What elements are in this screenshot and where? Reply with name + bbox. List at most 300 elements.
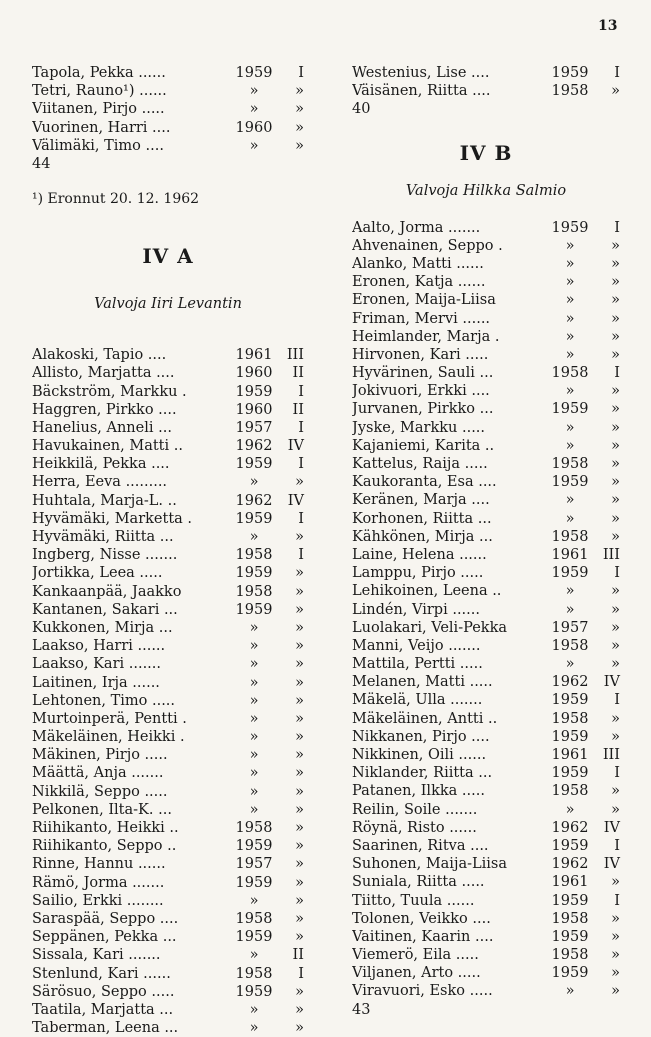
start-year: 1958 — [551, 947, 589, 964]
start-year: 1961 — [235, 347, 273, 364]
grade: I — [298, 419, 304, 436]
student-name: Kukkonen, Mirja ... — [32, 619, 173, 636]
student-row — [32, 874, 304, 892]
grade: I — [614, 692, 620, 709]
student-name: Kähkönen, Mirja ... — [352, 528, 493, 545]
start-year: » — [249, 692, 259, 709]
start-year: 1957 — [235, 856, 273, 873]
start-year: 1959 — [235, 929, 273, 946]
student-name: Haggren, Pirkko .... — [32, 401, 177, 418]
student-row — [32, 492, 304, 510]
student-row — [352, 64, 620, 82]
grade: » — [295, 656, 304, 673]
student-row — [352, 528, 620, 546]
student-row — [352, 892, 620, 910]
grade: » — [295, 119, 304, 136]
grade: » — [611, 928, 620, 945]
start-year: 1958 — [551, 783, 589, 800]
start-year: » — [249, 638, 259, 655]
start-year: 1959 — [551, 965, 589, 982]
grade: » — [611, 310, 620, 327]
student-row — [32, 637, 304, 655]
grade: » — [611, 601, 620, 618]
student-row — [352, 710, 620, 728]
grade: » — [295, 692, 304, 709]
grade: I — [614, 765, 620, 782]
grade: III — [602, 546, 620, 563]
student-name: Jyske, Markku ..... — [352, 419, 486, 436]
student-name: Viljanen, Arto ..... — [352, 965, 481, 982]
student-row — [32, 746, 304, 764]
student-name: Kajaniemi, Karita .. — [352, 437, 495, 454]
student-name: Herra, Eeva ......... — [32, 474, 168, 491]
start-year: 1960 — [235, 365, 273, 382]
student-name: Heimlander, Marja . — [352, 328, 500, 345]
student-name: Riihikanto, Heikki .. — [32, 820, 179, 836]
start-year: » — [565, 801, 575, 818]
student-name: Särösuo, Seppo ..... — [32, 983, 175, 1000]
student-name: Rinne, Hannu ...... — [32, 856, 166, 873]
student-name: Nikkinen, Oili ...... — [352, 747, 487, 763]
start-year: 1959 — [551, 219, 589, 236]
student-name: Kantanen, Sakari ... — [32, 601, 178, 618]
student-row — [32, 674, 304, 692]
start-year: 1959 — [551, 928, 589, 945]
start-year: » — [565, 656, 575, 673]
start-year: » — [565, 310, 575, 327]
start-year: » — [249, 1001, 259, 1018]
student-name: Tapola, Pekka ...... — [32, 65, 166, 81]
student-row — [32, 401, 304, 419]
student-row — [352, 437, 620, 455]
start-year: 1962 — [235, 492, 273, 509]
grade: » — [611, 292, 620, 309]
student-name: Kattelus, Raija ..... — [352, 456, 488, 472]
start-year: 1959 — [551, 565, 589, 582]
start-year: 1960 — [235, 401, 273, 418]
student-row — [352, 491, 620, 509]
student-row — [352, 582, 620, 600]
student-row — [352, 619, 620, 637]
grade: » — [295, 674, 304, 691]
grade: » — [611, 983, 620, 1000]
student-row — [32, 528, 304, 546]
start-year: » — [249, 783, 259, 800]
start-year: 1957 — [551, 619, 589, 636]
student-name: Vaitinen, Kaarin .... — [352, 928, 494, 945]
class-4a-list — [32, 346, 304, 1037]
page-number: 13 — [598, 18, 618, 34]
student-name: Laitinen, Irja ...... — [32, 674, 160, 691]
student-row — [352, 564, 620, 582]
class-heading-4a: IV A — [142, 244, 194, 269]
start-year: 1962 — [235, 438, 273, 455]
start-year: 1959 — [235, 565, 273, 582]
grade: » — [295, 910, 304, 927]
grade: » — [295, 137, 304, 154]
student-row — [352, 801, 620, 819]
student-name: Lehtonen, Timo ..... — [32, 692, 176, 709]
student-name: Pelkonen, Ilta-K. ... — [32, 801, 172, 818]
student-row — [32, 928, 304, 946]
start-year: » — [249, 674, 259, 691]
student-row — [352, 691, 620, 709]
student-row — [352, 346, 620, 364]
student-row — [32, 855, 304, 873]
grade: » — [295, 710, 304, 727]
grade: I — [298, 456, 304, 473]
grade: I — [614, 565, 620, 582]
start-year: 1958 — [235, 547, 273, 564]
start-year: » — [249, 619, 259, 636]
student-row — [352, 637, 620, 655]
start-year: » — [249, 656, 259, 673]
student-name: Mäkeläinen, Antti .. — [352, 710, 498, 727]
start-year: 1959 — [551, 765, 589, 782]
start-year: » — [249, 892, 259, 909]
student-name: Suhonen, Maija-Liisa — [352, 856, 507, 873]
grade: » — [611, 510, 620, 527]
grade: IV — [287, 438, 304, 455]
grade: » — [611, 83, 620, 100]
student-row — [352, 473, 620, 491]
left-column — [32, 64, 304, 1037]
student-row — [32, 455, 304, 473]
start-year: » — [565, 983, 575, 1000]
start-year: 1958 — [551, 910, 589, 927]
student-row — [352, 837, 620, 855]
start-year: 1959 — [235, 983, 273, 1000]
student-name: Westenius, Lise .... — [352, 65, 490, 81]
start-year: » — [249, 710, 259, 727]
student-name: Sailio, Erkki ........ — [32, 892, 164, 909]
student-row — [32, 1001, 304, 1019]
start-year: » — [249, 137, 259, 154]
student-row — [352, 910, 620, 928]
student-name: Nikkilä, Seppo ..... — [32, 783, 168, 800]
student-row — [32, 137, 304, 155]
student-name: Kankaanpää, Jaakko — [32, 583, 182, 600]
student-row — [32, 764, 304, 782]
student-name: Stenlund, Kari ...... — [32, 965, 171, 982]
start-year: » — [249, 729, 259, 746]
student-row — [352, 310, 620, 328]
student-row — [352, 601, 620, 619]
student-row — [352, 400, 620, 418]
student-name: Hirvonen, Kari ..... — [352, 346, 489, 363]
start-year: 1958 — [235, 583, 273, 600]
start-year: 1959 — [235, 874, 273, 891]
student-row — [352, 746, 620, 764]
grade: » — [611, 328, 620, 345]
student-name: Alanko, Matti ...... — [352, 255, 484, 272]
student-name: Tolonen, Veikko .... — [352, 910, 491, 927]
grade: I — [614, 65, 620, 81]
student-name: Laakso, Harri ...... — [32, 638, 166, 655]
student-name: Määttä, Anja ....... — [32, 765, 164, 782]
student-name: Alakoski, Tapio .... — [32, 347, 167, 364]
start-year: » — [565, 346, 575, 363]
supervisor-4a: Valvoja Iiri Levantin — [94, 296, 242, 313]
student-row — [352, 328, 620, 346]
student-name: Saraspää, Seppo .... — [32, 910, 179, 927]
student-name: Hanelius, Anneli ... — [32, 419, 172, 436]
student-row — [32, 965, 304, 983]
student-row — [32, 728, 304, 746]
grade: » — [611, 637, 620, 654]
grade: » — [611, 237, 620, 254]
student-name: Mäkeläinen, Heikki . — [32, 729, 185, 746]
start-year: 1958 — [235, 965, 273, 982]
student-name: Rämö, Jorma ....... — [32, 874, 165, 891]
student-name: Välimäki, Timo .... — [32, 137, 164, 154]
class-count: 43 — [352, 1001, 371, 1018]
grade: » — [611, 346, 620, 363]
student-name: Allisto, Marjatta .... — [32, 365, 175, 382]
student-row — [352, 219, 620, 237]
grade: » — [295, 729, 304, 746]
grade: » — [611, 656, 620, 673]
start-year: 1959 — [551, 474, 589, 491]
grade: » — [611, 583, 620, 600]
grade: » — [611, 419, 620, 436]
student-name: Korhonen, Riitta ... — [352, 510, 492, 527]
class-count: 44 — [32, 155, 51, 172]
student-row — [352, 419, 620, 437]
student-name: Manni, Veijo ....... — [352, 637, 481, 654]
grade: » — [295, 583, 304, 600]
grade: III — [602, 747, 620, 763]
grade: » — [295, 83, 304, 100]
start-year: » — [565, 292, 575, 309]
grade: I — [298, 65, 304, 81]
start-year: » — [249, 747, 259, 764]
grade: » — [295, 601, 304, 618]
student-row — [32, 837, 304, 855]
student-name: Taberman, Leena ... — [32, 1020, 179, 1037]
student-row — [32, 437, 304, 455]
start-year: » — [249, 765, 259, 782]
right-column — [352, 64, 620, 1019]
student-row — [32, 819, 304, 837]
student-row — [32, 601, 304, 619]
grade: » — [611, 274, 620, 291]
start-year: 1959 — [235, 838, 273, 855]
student-name: Kaukoranta, Esa .... — [352, 474, 497, 491]
start-year: 1959 — [551, 401, 589, 418]
student-row — [32, 1019, 304, 1037]
start-year: 1959 — [551, 892, 589, 909]
start-year: » — [249, 947, 259, 964]
grade: II — [292, 947, 304, 964]
class-count: 40 — [352, 101, 371, 118]
student-row — [352, 273, 620, 291]
student-name: Jokivuori, Erkki .... — [352, 383, 490, 400]
student-row — [32, 119, 304, 137]
start-year: 1958 — [235, 820, 273, 836]
start-year: » — [565, 274, 575, 291]
student-name: Viravuori, Esko ..... — [352, 983, 493, 1000]
student-row — [352, 728, 620, 746]
student-row — [352, 546, 620, 564]
start-year: 1959 — [235, 510, 273, 527]
student-row — [32, 619, 304, 637]
student-row — [352, 382, 620, 400]
grade: » — [295, 820, 304, 836]
student-name: Laine, Helena ...... — [352, 546, 487, 563]
student-name: Bäckström, Markku . — [32, 383, 187, 400]
grade: I — [614, 837, 620, 854]
start-year: » — [565, 328, 575, 345]
start-year: » — [565, 255, 575, 272]
student-row — [352, 455, 620, 473]
grade: » — [295, 765, 304, 782]
student-row — [32, 692, 304, 710]
student-row — [352, 964, 620, 982]
grade: » — [295, 929, 304, 946]
student-row — [352, 291, 620, 309]
start-year: 1957 — [235, 419, 273, 436]
class-heading-4b: IV B — [459, 140, 513, 165]
student-name: Heikkilä, Pekka .... — [32, 456, 170, 473]
grade: I — [298, 383, 304, 400]
start-year: » — [249, 529, 259, 545]
student-name: Hyvämäki, Riitta ... — [32, 529, 174, 545]
student-row — [352, 237, 620, 255]
start-year: » — [249, 101, 259, 118]
grade: » — [295, 892, 304, 909]
grade: » — [611, 910, 620, 927]
grade: » — [611, 874, 620, 891]
grade: IV — [603, 674, 620, 691]
start-year: » — [565, 510, 575, 527]
student-row — [352, 764, 620, 782]
start-year: 1960 — [235, 119, 273, 136]
supervisor-4b: Valvoja Hilkka Salmio — [405, 182, 567, 199]
student-row — [32, 583, 304, 601]
start-year: 1961 — [551, 747, 589, 763]
student-name: Mattila, Pertti ..... — [352, 656, 483, 673]
student-name: Lamppu, Pirjo ..... — [352, 565, 484, 582]
start-year: 1959 — [551, 65, 589, 81]
student-name: Mäkelä, Ulla ....... — [352, 692, 483, 709]
student-name: Keränen, Marja .... — [352, 492, 490, 509]
grade: » — [295, 1001, 304, 1018]
student-name: Reilin, Soile ....... — [352, 801, 478, 818]
student-row — [32, 364, 304, 382]
student-name: Tetri, Rauno¹) ...... — [32, 83, 167, 100]
start-year: » — [249, 1020, 259, 1037]
grade: » — [295, 101, 304, 118]
student-name: Huhtala, Marja-L. .. — [32, 492, 177, 509]
student-row — [32, 383, 304, 401]
student-name: Mäkinen, Pirjo ..... — [32, 747, 168, 764]
student-row — [32, 983, 304, 1001]
student-name: Jortikka, Leea ..... — [32, 565, 163, 582]
start-year: 1962 — [551, 819, 589, 836]
student-row — [32, 910, 304, 928]
grade: » — [611, 965, 620, 982]
student-name: Viitanen, Pirjo ..... — [32, 101, 165, 118]
grade: » — [295, 801, 304, 818]
student-name: Vuorinen, Harri .... — [32, 119, 171, 136]
student-row — [32, 346, 304, 364]
student-row — [352, 782, 620, 800]
start-year: 1959 — [551, 692, 589, 709]
grade: » — [295, 747, 304, 764]
student-row — [32, 946, 304, 964]
grade: » — [295, 856, 304, 873]
student-name: Niklander, Riitta ... — [352, 765, 493, 782]
student-name: Hyvärinen, Sauli ... — [352, 365, 494, 382]
student-row — [32, 710, 304, 728]
student-row — [352, 946, 620, 964]
grade: » — [611, 710, 620, 727]
student-name: Aalto, Jorma ....... — [352, 219, 481, 236]
start-year: » — [565, 492, 575, 509]
student-name: Taatila, Marjatta ... — [32, 1001, 174, 1018]
student-name: Patanen, Ilkka ..... — [352, 783, 485, 800]
student-name: Lehikoinen, Leena .. — [352, 583, 502, 600]
student-name: Luolakari, Veli-Pekka — [352, 619, 507, 636]
start-year: 1959 — [235, 456, 273, 473]
grade: » — [611, 947, 620, 964]
grade: I — [614, 219, 620, 236]
grade: » — [611, 783, 620, 800]
grade: » — [295, 529, 304, 545]
student-name: Riihikanto, Seppo .. — [32, 838, 177, 855]
student-name: Ahvenainen, Seppo . — [352, 237, 503, 254]
left-top-list — [32, 64, 304, 155]
grade: I — [298, 547, 304, 564]
student-name: Havukainen, Matti .. — [32, 438, 183, 455]
grade: » — [295, 565, 304, 582]
student-name: Saarinen, Ritva .... — [352, 837, 489, 854]
student-name: Eronen, Maija-Liisa — [352, 292, 496, 309]
start-year: 1958 — [235, 910, 273, 927]
grade: » — [611, 401, 620, 418]
start-year: 1961 — [551, 546, 589, 563]
student-row — [352, 510, 620, 528]
grade: » — [611, 492, 620, 509]
grade: » — [295, 783, 304, 800]
grade: III — [286, 347, 304, 364]
grade: I — [614, 892, 620, 909]
grade: IV — [603, 819, 620, 836]
start-year: 1962 — [551, 674, 589, 691]
student-row — [32, 64, 304, 82]
student-row — [352, 364, 620, 382]
student-name: Tiitto, Tuula ...... — [352, 892, 475, 909]
student-name: Ingberg, Nisse ....... — [32, 547, 178, 564]
student-row — [32, 419, 304, 437]
start-year: 1961 — [551, 874, 589, 891]
student-name: Väisänen, Riitta .... — [352, 83, 491, 100]
student-row — [32, 510, 304, 528]
student-name: Suniala, Riitta ..... — [352, 874, 485, 891]
start-year: 1959 — [235, 65, 273, 81]
student-row — [352, 819, 620, 837]
student-name: Friman, Mervi ...... — [352, 310, 491, 327]
grade: » — [611, 383, 620, 400]
student-row — [352, 82, 620, 100]
start-year: » — [565, 419, 575, 436]
grade: » — [295, 619, 304, 636]
student-row — [32, 564, 304, 582]
footnote: ¹) Eronnut 20. 12. 1962 — [32, 191, 200, 208]
grade: » — [611, 437, 620, 454]
start-year: » — [249, 801, 259, 818]
